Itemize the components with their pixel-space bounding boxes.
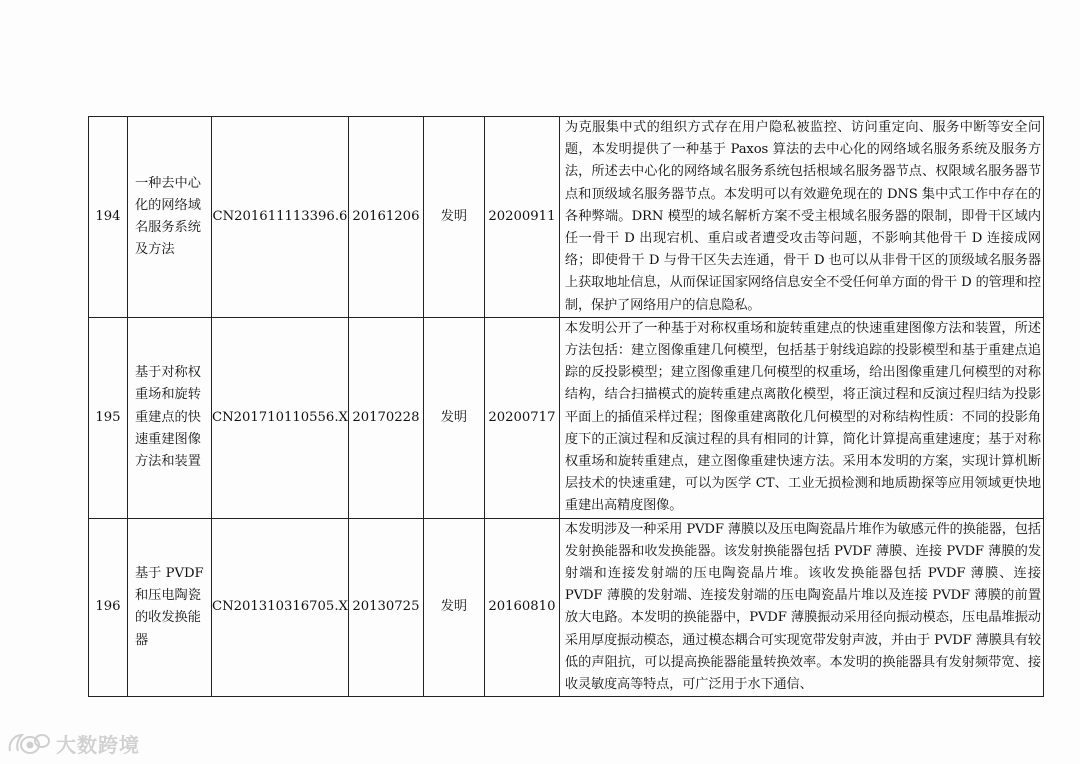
patent-abstract: 本发明涉及一种采用 PVDF 薄膜以及压电陶瓷晶片堆作为敏感元件的换能器，包括发射换能器和收发换能器。该发射换能器包括 PVDF 薄膜、连接 PVDF 薄膜的发射端和连接发射端的压电陶瓷晶片堆。该收发换能器包括 PVDF 薄膜、连接 PVDF 薄膜的发射端、连接发射端的压电陶瓷晶片堆以及连接 PVDF 薄膜的前置放大电路。本发明的换能器中，PVDF 薄膜振动采用径向振动模态，压电晶堆振动采用厚度振动模态，通过模态耦合可实现宽带发射声波，并由于 PVDF 薄膜具有较低的声阻抗，可以提高换能器能量转换效率。本发明的换能器具有发射频带宽、接收灵敏度高等特点，可广泛用于水下通信、 bbox=[559, 518, 1043, 697]
watermark bbox=[6, 728, 140, 758]
application-number: CN201611113396.6 bbox=[212, 117, 349, 318]
weibo-logo-icon bbox=[6, 729, 52, 757]
grant-date: 20200717 bbox=[484, 317, 559, 518]
row-number: 194 bbox=[89, 117, 128, 318]
patent-name: 一种去中心化的网络域名服务系统及方法 bbox=[128, 117, 212, 318]
application-date: 20130725 bbox=[348, 518, 423, 697]
table-row bbox=[89, 518, 1044, 697]
patent-name: 基于 PVDF 和压电陶瓷的收发换能器 bbox=[128, 518, 212, 697]
patent-type: 发明 bbox=[423, 317, 484, 518]
patent-type: 发明 bbox=[423, 117, 484, 318]
grant-date: 20200911 bbox=[484, 117, 559, 318]
row-number: 196 bbox=[89, 518, 128, 697]
application-number: CN201310316705.X bbox=[212, 518, 349, 697]
patent-abstract: 为克服集中式的组织方式存在用户隐私被监控、访问重定向、服务中断等安全问题，本发明提供了一种基于 Paxos 算法的去中心化的网络域名服务系统及服务方法，所述去中心化的网络域名服务系统包括根域名服务器节点、权限域名服务器节点和顶级域名服务器节点。本发明可以有效避免现在的 DNS 集中式工作中存在的各种弊端。DRN 模型的域名解析方案不受主根域名服务器的限制，即骨干区域内任一骨干 D 出现宕机、重启或者遭受攻击等问题，不影响其他骨干 D 连接成网络；即使骨干 D 与骨干区失去连通，骨干 D 也可以从非骨干区的顶级域名服务器上获取地址信息，从而保证国家网络信息安全不受任何单方面的骨干 D 的管理和控制，保护了网络用户的信息隐私。 bbox=[559, 117, 1043, 318]
watermark-text: 大数跨境 bbox=[56, 732, 140, 757]
patent-abstract: 本发明公开了一种基于对称权重场和旋转重建点的快速重建图像方法和装置，所述方法包括：建立图像重建几何模型，包括基于射线追踪的投影模型和基于重建点追踪的反投影模型；建立图像重建几何模型的权重场，给出图像重建几何模型的对称结构，结合扫描模式的旋转重建点离散化模型，将正演过程和反演过程归结为投影平面上的插值采样过程；图像重建离散化几何模型的对称结构性质：不同的投影角度下的正演过程和反演过程的具有相同的计算，简化计算提高重建速度；基于对称权重场和旋转重建点，建立图像重建快速方法。采用本发明的方案，实现计算机断层技术的快速重建，可以为医学 CT、工业无损检测和地质勘探等应用领域更快地重建出高精度图像。 bbox=[559, 317, 1043, 518]
row-number: 195 bbox=[89, 317, 128, 518]
table-row bbox=[89, 117, 1044, 318]
grant-date: 20160810 bbox=[484, 518, 559, 697]
application-number: CN201710110556.X bbox=[212, 317, 349, 518]
patent-table bbox=[88, 116, 1044, 697]
table-row bbox=[89, 317, 1044, 518]
patent-type: 发明 bbox=[423, 518, 484, 697]
patent-name: 基于对称权重场和旋转重建点的快速重建图像方法和装置 bbox=[128, 317, 212, 518]
application-date: 20170228 bbox=[348, 317, 423, 518]
application-date: 20161206 bbox=[348, 117, 423, 318]
